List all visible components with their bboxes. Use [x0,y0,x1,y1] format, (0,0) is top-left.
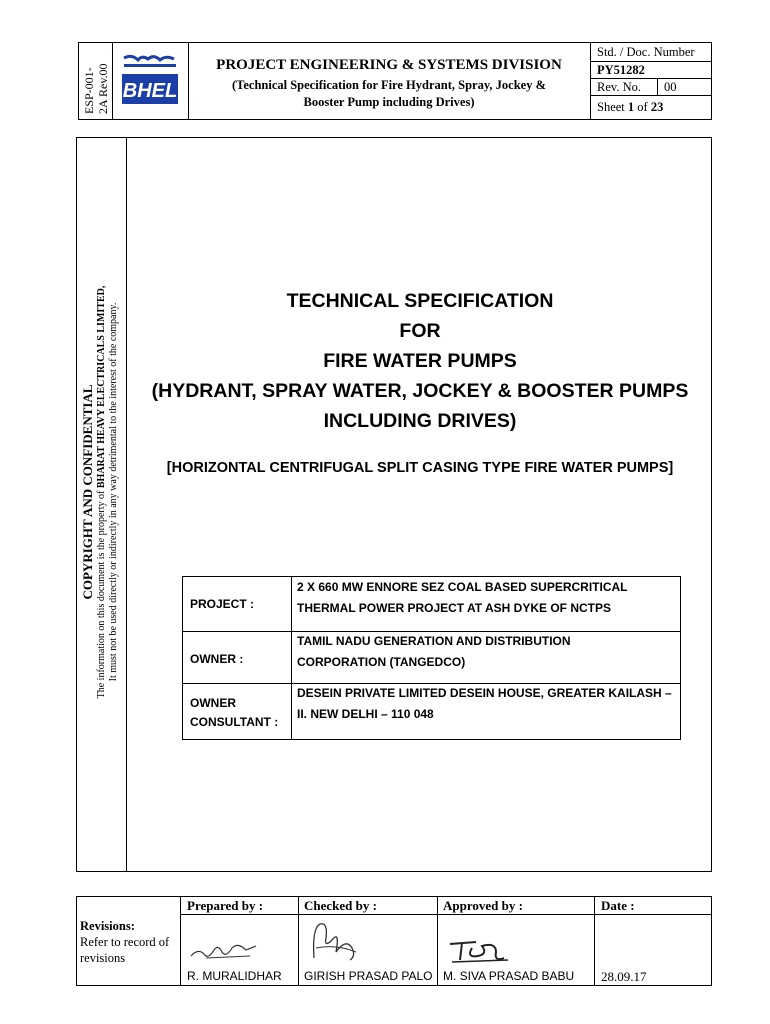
header-side-label: ESP-001- 2A Rev.00 [82,63,110,114]
checked-signature [306,918,366,966]
rev-value: 00 [664,80,677,94]
prepared-by-label: Prepared by : [187,898,264,913]
owner-consultant-value: DESEIN PRIVATE LIMITED DESEIN HOUSE, GREATER KAILASH – II. NEW DELHI – 110 048 [297,686,672,721]
owner-consultant-label: OWNER CONSULTANT : [190,696,279,729]
sheet-info: Sheet 1 of 23 [597,100,664,114]
doc-number: PY51282 [597,63,645,77]
checked-by-label: Checked by : [304,898,377,913]
revisions-note: Revisions: Refer to record of revisions [80,919,170,965]
prepared-name: R. MURALIDHAR [187,969,282,983]
spec-subtitle: [HORIZONTAL CENTRIFUGAL SPLIT CASING TYPE FIRE WATER PUMPS] [166,460,674,476]
project-value: 2 X 660 MW ENNORE SEZ COAL BASED SUPERCRITICAL THERMAL POWER PROJECT AT ASH DYKE OF NCTPS [297,580,628,615]
copyright-heading: COPYRIGHT AND CONFIDENTIAL [80,384,95,600]
rev-label: Rev. No. [597,80,641,94]
date-label: Date : [601,898,635,913]
spec-title: TECHNICAL SPECIFICATION FOR FIRE WATER PUMPS (HYDRANT, SPRAY WATER, JOCKEY & BOOSTER PUMPS INCLUDING DRIVES) [151,290,689,432]
main-frame [76,137,712,872]
approved-by-label: Approved by : [443,898,523,913]
owner-value: TAMIL NADU GENERATION AND DISTRIBUTION CORPORATION (TANGEDCO) [297,634,571,669]
doc-number-label: Std. / Doc. Number [597,45,695,59]
header-subtitle: (Technical Specification for Fire Hydrant, Spray, Jockey & Booster Pump including Drives) [232,78,546,109]
approved-name: M. SIVA PRASAD BABU [443,969,575,983]
checked-name: GIRISH PRASAD PALO [304,969,433,983]
division-title: PROJECT ENGINEERING & SYSTEMS DIVISION [216,57,562,73]
copyright-line1: The information on this document is the property of BHARAT HEAVY ELECTRICALS LIMITED, [96,285,107,699]
date-value: 28.09.17 [601,969,647,984]
project-label: PROJECT : [190,597,255,611]
bhel-logo [118,52,182,110]
approved-signature [446,936,512,966]
copyright-line2: It must not be used directly or indirectly in any way detrimental to the interest of the company. [108,302,119,682]
svg-text:BHEL: BHEL [122,80,178,102]
owner-label: OWNER : [190,652,244,666]
copyright-notice [80,242,120,742]
prepared-signature [186,934,266,964]
